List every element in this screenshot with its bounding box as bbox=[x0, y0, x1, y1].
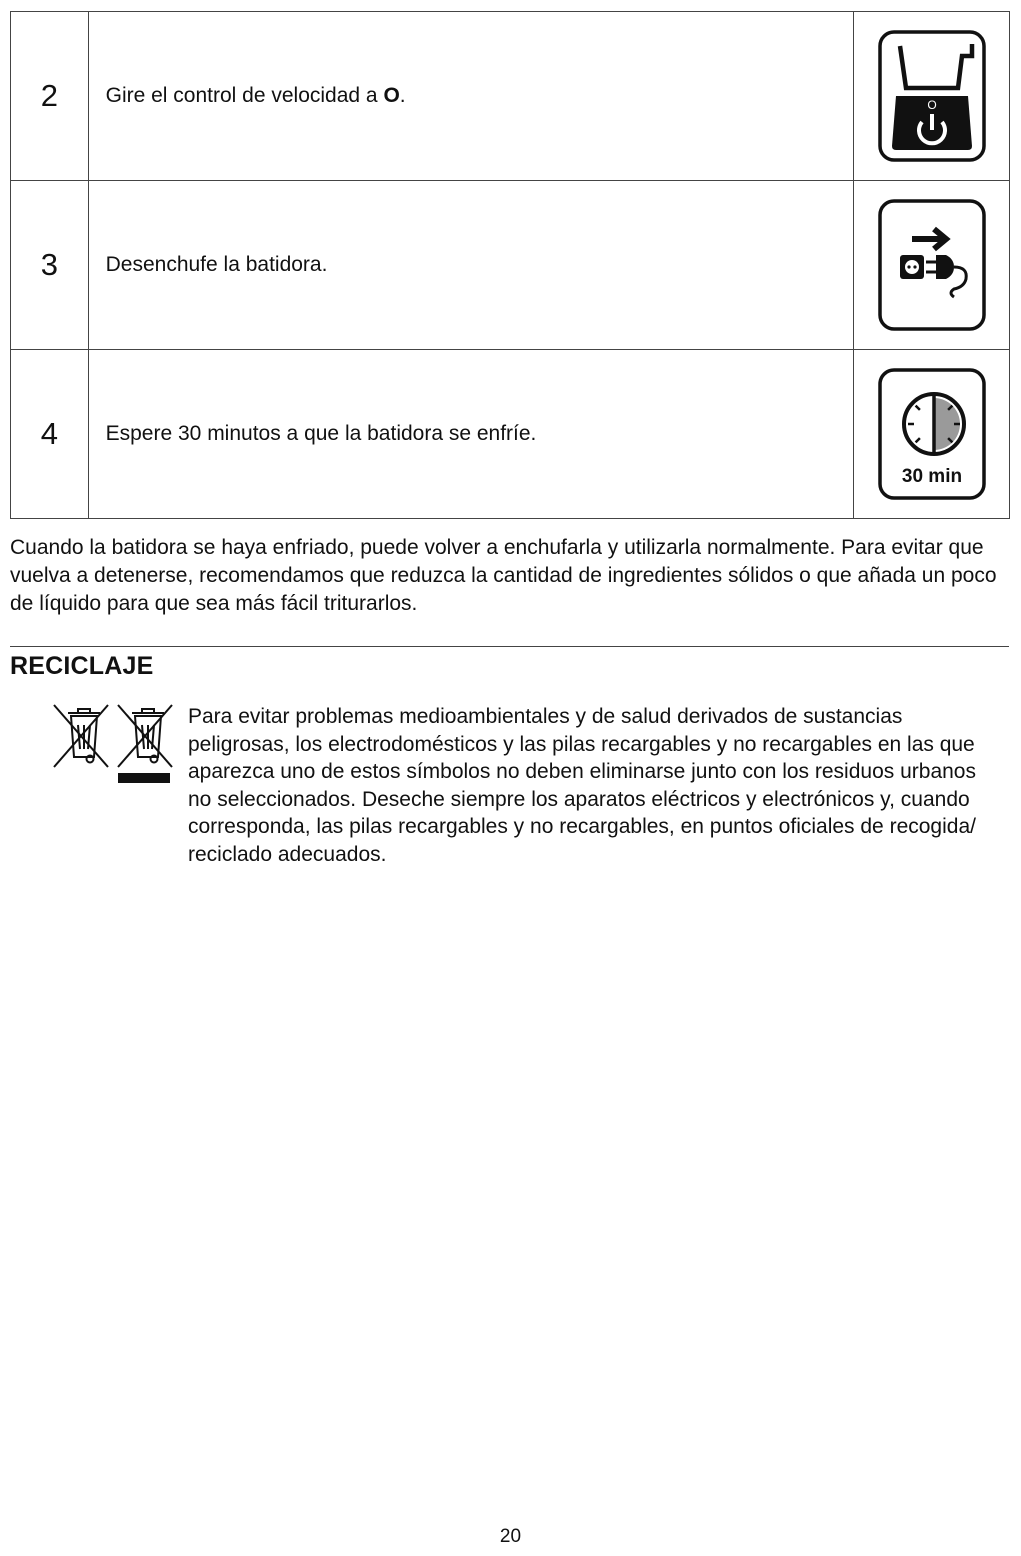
section-divider bbox=[10, 646, 1009, 647]
crossed-bin-bar-icon bbox=[118, 705, 172, 783]
icon-label: 30 min bbox=[901, 466, 962, 487]
step-text-part: . bbox=[399, 84, 406, 107]
step-text: Espere 30 minutos a que la batidora se enfríe. bbox=[88, 350, 853, 519]
crossed-bin-icon bbox=[54, 705, 108, 767]
step-number: 4 bbox=[11, 350, 89, 519]
step-text bbox=[88, 12, 853, 181]
steps-table bbox=[10, 11, 1010, 519]
speed-setting-off: O bbox=[383, 84, 400, 107]
step-text-part: Gire el control de velocidad a bbox=[105, 84, 384, 107]
section-title: RECICLAJE bbox=[10, 652, 154, 680]
recycling-text: Para evitar problemas medioambientales y de salud derivados de sustancias peligrosas, los electrodomésticos y las pilas recargables y no recargables en las que aparezca uno de estos símbolos no deben eliminarse junto con los residuos urbanos no seleccionados. Deseche siempre los aparatos eléctricos y electrónicos y, cuando corresponda, las pilas recargables y no recargables, en puntos oficiales de recogida/ reciclado adecuados. bbox=[188, 705, 976, 866]
blender-power-off-icon bbox=[878, 30, 986, 162]
icon-label: O bbox=[926, 98, 937, 112]
page-number: 20 bbox=[499, 1526, 522, 1547]
weee-symbols bbox=[50, 703, 174, 792]
step-row bbox=[11, 181, 1010, 350]
step-number: 3 bbox=[11, 181, 89, 350]
timer-icon bbox=[878, 368, 986, 500]
step-row bbox=[11, 350, 1010, 519]
step-text: Desenchufe la batidora. bbox=[88, 181, 853, 350]
step-row bbox=[11, 12, 1010, 181]
step-number: 2 bbox=[11, 12, 89, 181]
unplug-icon bbox=[878, 199, 986, 331]
cooling-note: Cuando la batidora se haya enfriado, puede volver a enchufarla y utilizarla normalmente. Para evitar que vuelva a detenerse, recomendamos que reduzca la cantidad de ingredientes sólidos o que añada un poco de líquido para que sea más fácil triturarlos. bbox=[10, 536, 997, 615]
